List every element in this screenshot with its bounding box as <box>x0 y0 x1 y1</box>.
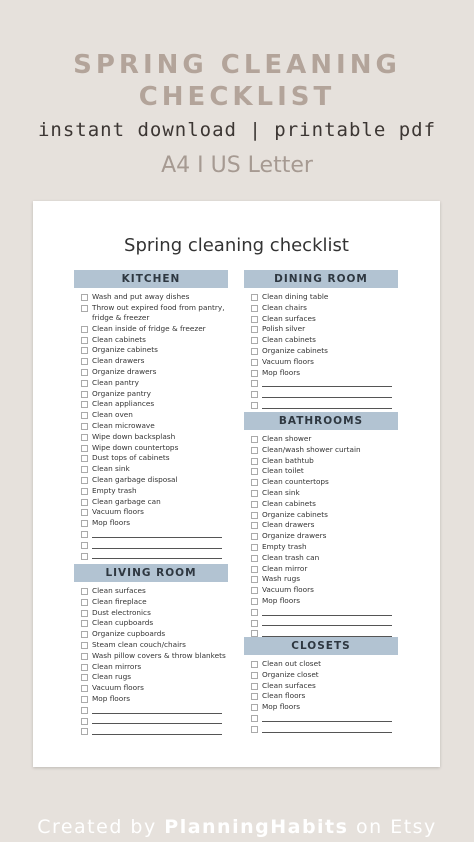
write-in-line <box>262 721 392 722</box>
checklist-item <box>74 507 228 518</box>
checkbox-icon[interactable] <box>81 423 88 430</box>
checklist-item-label: Clean oven <box>92 410 133 420</box>
checklist-item <box>74 464 228 475</box>
bathrooms-section <box>244 412 398 639</box>
checkbox-icon[interactable] <box>251 316 258 323</box>
checkbox-icon[interactable] <box>81 610 88 617</box>
closets-heading: CLOSETS <box>244 637 398 655</box>
checklist-item <box>74 303 228 324</box>
checklist-item <box>244 670 398 681</box>
checklist-item-label: Clean shower <box>262 434 312 443</box>
checklist-item-label: Organize cabinets <box>262 345 328 355</box>
checkbox-icon[interactable] <box>81 477 88 484</box>
checklist-item-label: Vacuum floors <box>92 507 144 517</box>
checklist-item-label: Clean out closet <box>262 659 321 668</box>
checkbox-icon[interactable] <box>251 555 258 562</box>
write-in-line <box>92 558 222 559</box>
blank-checklist-item <box>74 529 228 540</box>
checkbox-icon[interactable] <box>81 305 88 312</box>
checkbox-icon[interactable] <box>251 370 258 377</box>
write-in-line <box>92 723 222 724</box>
checklist-item-label: Organize cupboards <box>92 629 166 639</box>
dining-room-list <box>244 292 398 411</box>
checklist-item-label: Wipe down backsplash <box>92 431 176 441</box>
checklist-item-label: Clean drawers <box>262 520 315 530</box>
checkbox-icon[interactable] <box>251 704 258 711</box>
checklist-item-label: Organize pantry <box>92 388 151 398</box>
checkbox-icon[interactable] <box>251 359 258 366</box>
checklist-item-label: Vacuum floors <box>262 585 314 595</box>
checkbox-icon[interactable] <box>81 599 88 606</box>
checklist-item-label: Clean/wash shower curtain <box>262 444 361 454</box>
checklist-item <box>244 466 398 477</box>
bathrooms-heading: BATHROOMS <box>244 412 398 430</box>
checklist-item <box>74 518 228 529</box>
checkbox-icon[interactable] <box>81 337 88 344</box>
checkbox-icon[interactable] <box>251 458 258 465</box>
checklist-item-label: Clean countertops <box>262 477 329 487</box>
checkbox-icon[interactable] <box>251 661 258 668</box>
checklist-item <box>244 659 398 670</box>
checklist-item-label: Mop floors <box>262 367 301 377</box>
header-subtitle: instant download | printable pdf <box>37 119 437 141</box>
checklist-item <box>74 292 228 303</box>
checklist-item <box>74 497 228 508</box>
checklist-item-label: Clean garbage can <box>92 496 161 506</box>
checklist-item <box>244 691 398 702</box>
header-title-line2: CHECKLIST <box>138 82 336 112</box>
checkbox-icon[interactable] <box>251 326 258 333</box>
checklist-item <box>244 346 398 357</box>
write-in-line <box>262 625 392 626</box>
bathrooms-list <box>244 434 398 639</box>
checklist-item <box>74 683 228 694</box>
checklist-item-label: Throw out expired food from pantry, fridge & freezer <box>92 302 225 323</box>
checkbox-icon[interactable] <box>251 566 258 573</box>
dining-room-heading: DINING ROOM <box>244 270 398 288</box>
checklist-item-label: Clean cabinets <box>92 334 146 344</box>
write-in-line <box>92 734 222 735</box>
checkbox-icon[interactable] <box>251 402 258 409</box>
checkbox-icon[interactable] <box>81 588 88 595</box>
checklist-item <box>74 453 228 464</box>
checklist-item <box>74 356 228 367</box>
checkbox-icon[interactable] <box>251 447 258 454</box>
checklist-item-label: Clean floors <box>262 691 306 701</box>
living-room-list <box>74 586 228 737</box>
checklist-item <box>244 434 398 445</box>
checklist-item <box>244 542 398 553</box>
checkbox-icon[interactable] <box>251 544 258 551</box>
write-in-line <box>262 732 392 733</box>
checklist-item <box>74 618 228 629</box>
checklist-item-label: Organize cabinets <box>262 509 328 519</box>
checklist-item-label: Dust electronics <box>92 607 151 617</box>
checklist-item <box>244 314 398 325</box>
closets-section <box>244 637 398 735</box>
checkbox-icon[interactable] <box>81 542 88 549</box>
checkbox-icon[interactable] <box>251 337 258 344</box>
checklist-item <box>244 564 398 575</box>
blank-checklist-item <box>74 551 228 562</box>
checklist-item-label: Clean toilet <box>262 466 304 476</box>
checklist-item <box>244 292 398 303</box>
checklist-item <box>74 597 228 608</box>
checkbox-icon[interactable] <box>251 512 258 519</box>
checklist-item-label: Clean chairs <box>262 302 307 312</box>
checkbox-icon[interactable] <box>251 501 258 508</box>
paper-sizes: A4 I US Letter <box>161 153 313 178</box>
checklist-item-label: Polish silver <box>262 324 306 334</box>
closets-list <box>244 659 398 735</box>
checkbox-icon[interactable] <box>81 653 88 660</box>
checklist-item <box>244 531 398 542</box>
checkbox-icon[interactable] <box>81 347 88 354</box>
checklist-item-label: Clean dining table <box>262 292 329 301</box>
checklist-item <box>74 608 228 619</box>
checkbox-icon[interactable] <box>251 609 258 616</box>
checklist-item-label: Organize cabinets <box>92 345 158 355</box>
checkbox-icon[interactable] <box>251 305 258 312</box>
write-in-line <box>92 713 222 714</box>
footer-brand: PlanningHabits <box>164 816 349 838</box>
checklist-item <box>74 410 228 421</box>
checklist-item <box>74 345 228 356</box>
checklist-item-label: Organize drawers <box>262 531 327 541</box>
write-in-line <box>262 386 392 387</box>
blank-checklist-item <box>244 378 398 389</box>
living-room-heading: LIVING ROOM <box>74 564 228 582</box>
checklist-item-label: Clean cupboards <box>92 618 154 628</box>
checkbox-icon[interactable] <box>251 436 258 443</box>
write-in-line <box>262 397 392 398</box>
checkbox-icon[interactable] <box>251 726 258 733</box>
blank-checklist-item <box>244 713 398 724</box>
checklist-item <box>244 520 398 531</box>
checkbox-icon[interactable] <box>81 369 88 376</box>
checkbox-icon[interactable] <box>81 728 88 735</box>
write-in-line <box>92 548 222 549</box>
checklist-item <box>74 324 228 335</box>
checklist-item-label: Mop floors <box>92 693 131 703</box>
blank-checklist-item <box>244 618 398 629</box>
checklist-item <box>74 399 228 410</box>
checklist-item <box>244 357 398 368</box>
checkbox-icon[interactable] <box>81 718 88 725</box>
checkbox-icon[interactable] <box>81 685 88 692</box>
checklist-item-label: Organize drawers <box>92 366 157 376</box>
checklist-item <box>74 367 228 378</box>
checklist-item <box>74 662 228 673</box>
checklist-item <box>244 510 398 521</box>
checklist-item-label: Clean trash can <box>262 552 320 562</box>
kitchen-section <box>74 270 228 561</box>
checkbox-icon[interactable] <box>81 499 88 506</box>
checklist-item-label: Clean rugs <box>92 672 132 682</box>
checkbox-icon[interactable] <box>81 531 88 538</box>
checklist-item-label: Wash and put away dishes <box>92 292 190 301</box>
checklist-item-label: Mop floors <box>92 518 131 528</box>
checklist-item-label: Clean microwave <box>92 420 155 430</box>
blank-checklist-item <box>244 724 398 735</box>
checklist-item-label: Empty trash <box>92 485 137 495</box>
checkbox-icon[interactable] <box>81 488 88 495</box>
footer-prefix: Created by <box>37 816 165 838</box>
checklist-item <box>244 324 398 335</box>
checkbox-icon[interactable] <box>81 380 88 387</box>
checklist-item-label: Clean garbage disposal <box>92 474 178 484</box>
checklist-item <box>74 672 228 683</box>
checkbox-icon[interactable] <box>251 522 258 529</box>
checkbox-icon[interactable] <box>251 490 258 497</box>
write-in-line <box>92 537 222 538</box>
checkbox-icon[interactable] <box>81 553 88 560</box>
checklist-item <box>244 596 398 607</box>
checkbox-icon[interactable] <box>81 520 88 527</box>
checkbox-icon[interactable] <box>81 696 88 703</box>
checklist-item <box>244 368 398 379</box>
checkbox-icon[interactable] <box>251 533 258 540</box>
checkbox-icon[interactable] <box>81 455 88 462</box>
checklist-item-label: Clean sink <box>92 464 130 474</box>
checklist-item <box>74 651 228 662</box>
checklist-title: Spring cleaning checklist <box>124 235 349 256</box>
blank-checklist-item <box>74 540 228 551</box>
blank-checklist-item <box>74 705 228 716</box>
checkbox-icon[interactable] <box>251 598 258 605</box>
checkbox-icon[interactable] <box>81 707 88 714</box>
checklist-item-label: Clean appliances <box>92 399 155 409</box>
checklist-item <box>244 702 398 713</box>
checkbox-icon[interactable] <box>251 620 258 627</box>
checklist-item <box>74 486 228 497</box>
checkbox-icon[interactable] <box>81 642 88 649</box>
header-title-line1: SPRING CLEANING <box>73 50 401 80</box>
checklist-item-label: Clean surfaces <box>92 586 146 595</box>
checkbox-icon[interactable] <box>251 672 258 679</box>
checkbox-icon[interactable] <box>251 479 258 486</box>
checkbox-icon[interactable] <box>81 445 88 452</box>
kitchen-heading: KITCHEN <box>74 270 228 288</box>
checklist-item <box>244 681 398 692</box>
blank-checklist-item <box>244 607 398 618</box>
checkbox-icon[interactable] <box>81 358 88 365</box>
checkbox-icon[interactable] <box>251 468 258 475</box>
checklist-item <box>74 378 228 389</box>
checklist-item-label: Vacuum floors <box>92 683 144 693</box>
checklist-item <box>244 477 398 488</box>
checklist-item-label: Clean mirror <box>262 563 308 573</box>
checklist-item <box>244 445 398 456</box>
blank-checklist-item <box>244 389 398 400</box>
checkbox-icon[interactable] <box>81 434 88 441</box>
kitchen-list <box>74 292 228 561</box>
checklist-item-label: Steam clean couch/chairs <box>92 639 186 649</box>
checklist-item-label: Empty trash <box>262 541 307 551</box>
checklist-item <box>244 303 398 314</box>
checklist-page <box>33 201 440 767</box>
checkbox-icon[interactable] <box>81 391 88 398</box>
checklist-item <box>244 456 398 467</box>
checklist-item-label: Clean pantry <box>92 377 139 387</box>
checklist-item-label: Wash pillow covers & throw blankets <box>92 650 226 660</box>
checklist-item <box>74 335 228 346</box>
checklist-item-label: Clean sink <box>262 487 300 497</box>
checklist-item-label: Clean fireplace <box>92 596 147 606</box>
checklist-item <box>74 586 228 597</box>
checkbox-icon[interactable] <box>251 348 258 355</box>
checklist-item <box>244 574 398 585</box>
checkbox-icon[interactable] <box>81 412 88 419</box>
living-room-section <box>74 564 228 737</box>
blank-checklist-item <box>74 716 228 727</box>
checkbox-icon[interactable] <box>251 391 258 398</box>
checklist-item <box>74 432 228 443</box>
checkbox-icon[interactable] <box>251 576 258 583</box>
checkbox-icon[interactable] <box>251 294 258 301</box>
checklist-item-label: Clean inside of fridge & freezer <box>92 323 206 333</box>
checkbox-icon[interactable] <box>251 715 258 722</box>
checklist-item <box>74 694 228 705</box>
checkbox-icon[interactable] <box>81 294 88 301</box>
blank-checklist-item <box>74 726 228 737</box>
checkbox-icon[interactable] <box>251 693 258 700</box>
checklist-item-label: Clean bathtub <box>262 455 314 465</box>
checkbox-icon[interactable] <box>251 587 258 594</box>
checkbox-icon[interactable] <box>251 380 258 387</box>
footer-credit <box>0 816 474 838</box>
checklist-item-label: Clean surfaces <box>262 313 316 323</box>
checklist-item <box>244 499 398 510</box>
checklist-item-label: Clean mirrors <box>92 661 142 671</box>
checklist-item <box>244 553 398 564</box>
checkbox-icon[interactable] <box>81 509 88 516</box>
checklist-item-label: Vacuum floors <box>262 356 314 366</box>
checklist-item-label: Clean cabinets <box>262 498 316 508</box>
checkbox-icon[interactable] <box>81 631 88 638</box>
checklist-item <box>74 475 228 486</box>
checklist-item <box>74 640 228 651</box>
checkbox-icon[interactable] <box>81 664 88 671</box>
checkbox-icon[interactable] <box>81 326 88 333</box>
checklist-item <box>74 421 228 432</box>
checklist-item <box>244 585 398 596</box>
checklist-item <box>74 629 228 640</box>
checklist-item <box>74 443 228 454</box>
checkbox-icon[interactable] <box>81 466 88 473</box>
dining-room-section <box>244 270 398 411</box>
checklist-item-label: Wipe down countertops <box>92 442 179 452</box>
write-in-line <box>262 615 392 616</box>
checklist-item-label: Mop floors <box>262 702 301 712</box>
checklist-item <box>244 335 398 346</box>
checklist-item-label: Organize closet <box>262 669 319 679</box>
checkbox-icon[interactable] <box>251 683 258 690</box>
checklist-item-label: Wash rugs <box>262 574 301 584</box>
footer-suffix: on Etsy <box>348 816 437 838</box>
blank-checklist-item <box>244 400 398 411</box>
checklist-item-label: Clean drawers <box>92 356 145 366</box>
checkbox-icon[interactable] <box>81 620 88 627</box>
checklist-item-label: Mop floors <box>262 595 301 605</box>
write-in-line <box>262 408 392 409</box>
checkbox-icon[interactable] <box>81 674 88 681</box>
checklist-item <box>74 389 228 400</box>
checklist-item-label: Dust tops of cabinets <box>92 453 170 463</box>
checklist-item-label: Clean surfaces <box>262 680 316 690</box>
checkbox-icon[interactable] <box>81 401 88 408</box>
checklist-item <box>244 488 398 499</box>
checklist-item-label: Clean cabinets <box>262 335 316 345</box>
